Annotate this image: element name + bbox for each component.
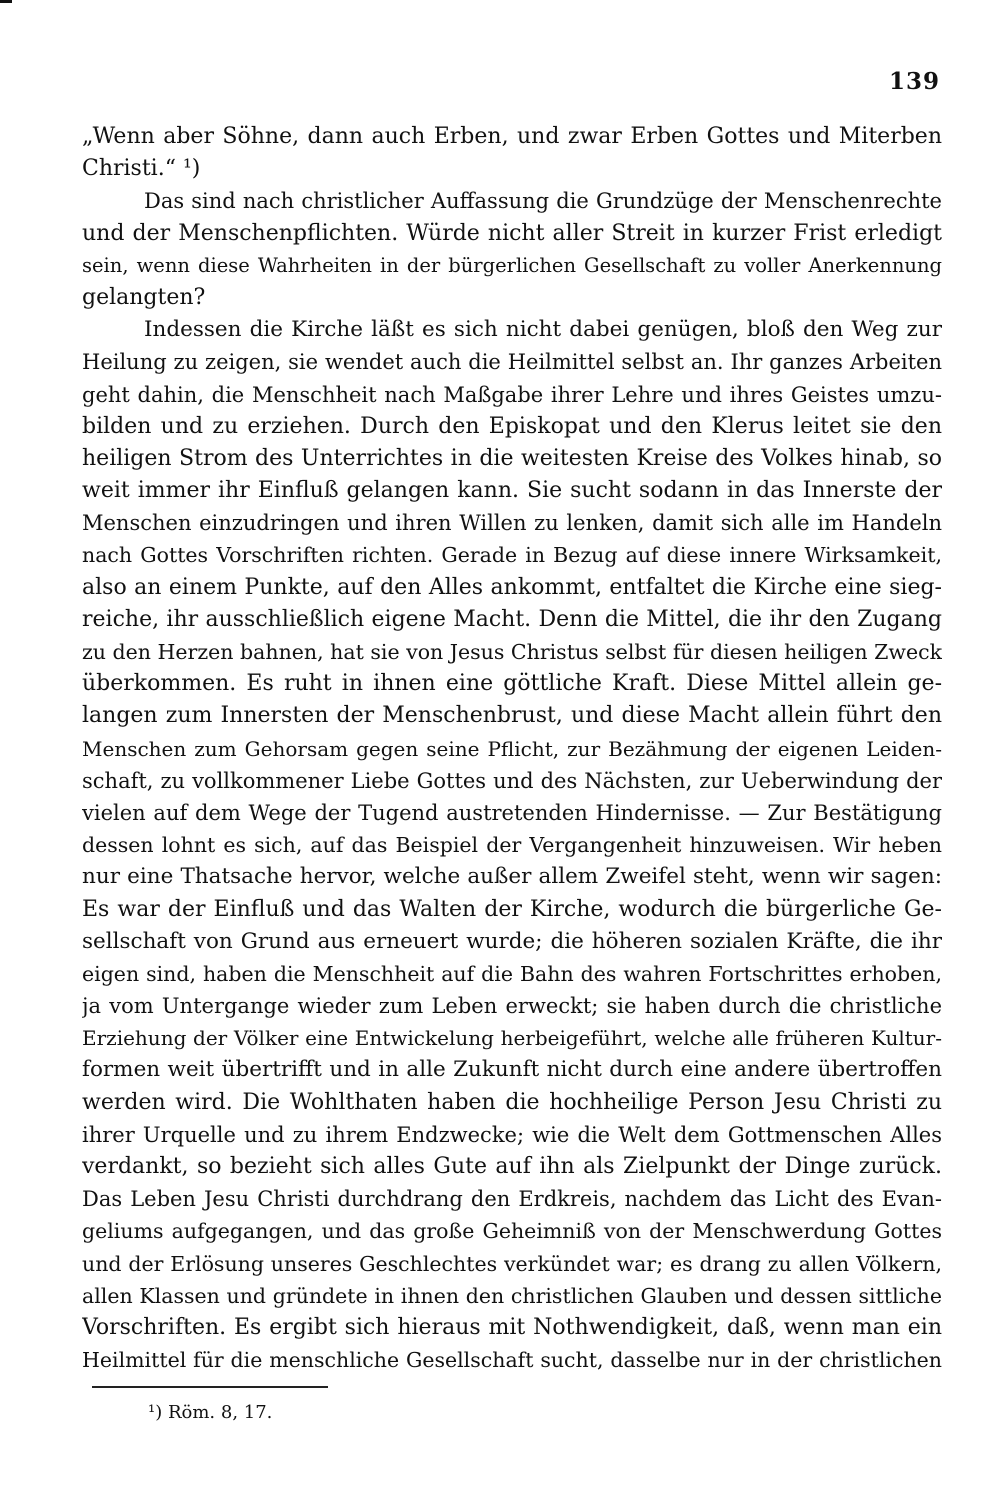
text-line: zu den Herzen bahnen, hat sie von Jesus Christus selbst für diesen heiligen Zweck [82, 640, 942, 664]
text-line: geliums aufgegangen, und das große Geheimniß von der Menschwerdung Gottes [82, 1219, 942, 1244]
text-line: sein, wenn diese Wahrheiten in der bürgerlichen Gesellschaft zu voller Anerkennung [82, 253, 942, 277]
page-number: 139 [888, 68, 940, 95]
text-line: gelangten? [82, 284, 206, 310]
footnote: ¹) Röm. 8, 17. [148, 1402, 273, 1423]
text-line: ja vom Untergange wieder zum Leben erweckt; sie haben durch die christliche [82, 994, 942, 1019]
text-line: Vorschriften. Es ergibt sich hieraus mit Nothwendigkeit, daß, wenn man ein [82, 1314, 942, 1340]
text-line: ihrer Urquelle und zu ihrem Endzwecke; wie die Welt dem Gottmenschen Alles [82, 1122, 942, 1147]
footnote-divider [92, 1386, 328, 1388]
text-line: Das sind nach christlicher Auffassung die Grundzüge der Menschenrechte [144, 189, 942, 214]
text-line: vielen auf dem Wege der Tugend austretenden Hindernisse. — Zur Bestätigung [82, 800, 942, 825]
text-line: werden wird. Die Wohlthaten haben die hochheilige Person Jesu Christi zu [82, 1089, 942, 1115]
text-line: und der Menschenpflichten. Würde nicht aller Streit in kurzer Frist erledigt [82, 220, 942, 246]
text-line: schaft, zu vollkommener Liebe Gottes und des Nächsten, zur Ueberwindung der [82, 768, 942, 793]
text-line: nur eine Thatsache hervor, welche außer allem Zweifel steht, wenn wir sagen: [82, 864, 942, 890]
text-line: weit immer ihr Einfluß gelangen kann. Sie sucht sodann in das Innerste der [82, 478, 942, 504]
text-line: Menschen zum Gehorsam gegen seine Pflicht, zur Bezähmung der eigenen Leiden- [82, 736, 942, 761]
text-line: heiligen Strom des Unterrichtes in die weitesten Kreise des Volkes hinab, so [82, 445, 942, 471]
text-line: Es war der Einfluß und das Walten der Kirche, wodurch die bürgerliche Ge- [82, 896, 942, 922]
body-text [82, 121, 942, 1376]
text-line: geht dahin, die Menschheit nach Maßgabe ihrer Lehre und ihres Geistes umzu- [82, 382, 942, 407]
text-line: also an einem Punkte, auf den Alles ankommt, entfaltet die Kirche eine sieg- [82, 574, 942, 600]
text-line: eigen sind, haben die Menschheit auf die Bahn des wahren Fortschrittes erhoben, [82, 961, 942, 986]
text-line: langen zum Innersten der Menschenbrust, und diese Macht allein führt den [82, 703, 942, 729]
text-line: Christi.“ ¹) [82, 156, 201, 182]
text-line: Menschen einzudringen und ihren Willen zu lenken, damit sich alle im Handeln [82, 511, 942, 536]
text-line: verdankt, so bezieht sich alles Gute auf ihn als Zielpunkt der Dinge zurück. [82, 1154, 942, 1179]
text-line: allen Klassen und gründete in ihnen den christlichen Glauben und dessen sittliche [82, 1283, 942, 1308]
text-line: reiche, ihr ausschließlich eigene Macht. Denn die Mittel, die ihr den Zugang [82, 606, 942, 632]
text-line: „Wenn aber Söhne, dann auch Erben, und zwar Erben Gottes und Miterben [82, 124, 942, 149]
text-line: bilden und zu erziehen. Durch den Episkopat und den Klerus leitet sie den [82, 413, 942, 439]
text-line: sellschaft von Grund aus erneuert wurde; die höheren sozialen Kräfte, die ihr [82, 928, 942, 954]
text-line: nach Gottes Vorschriften richten. Gerade in Bezug auf diese innere Wirksamkeit, [82, 543, 942, 568]
text-line: Heilmittel für die menschliche Gesellschaft sucht, dasselbe nur in der christlichen [82, 1348, 942, 1373]
scan-corner-mark [0, 0, 12, 3]
text-line: Indessen die Kirche läßt es sich nicht dabei genügen, bloß den Weg zur [144, 317, 942, 343]
text-line: und der Erlösung unseres Geschlechtes verkündet war; es drang zu allen Völkern, [82, 1251, 942, 1276]
text-line: dessen lohnt es sich, auf das Beispiel der Vergangenheit hinzuweisen. Wir heben [82, 833, 942, 858]
text-line: Erziehung der Völker eine Entwickelung herbeigeführt, welche alle früheren Kultur- [82, 1026, 942, 1051]
text-line: Heilung zu zeigen, sie wendet auch die Heilmittel selbst an. Ihr ganzes Arbeiten [82, 350, 942, 375]
text-line: formen weit übertrifft und in alle Zukunft nicht durch eine andere übertroffen [82, 1057, 942, 1083]
text-line: überkommen. Es ruht in ihnen eine göttliche Kraft. Diese Mittel allein ge- [82, 671, 942, 697]
text-line: Das Leben Jesu Christi durchdrang den Erdkreis, nachdem das Licht des Evan- [82, 1187, 942, 1212]
